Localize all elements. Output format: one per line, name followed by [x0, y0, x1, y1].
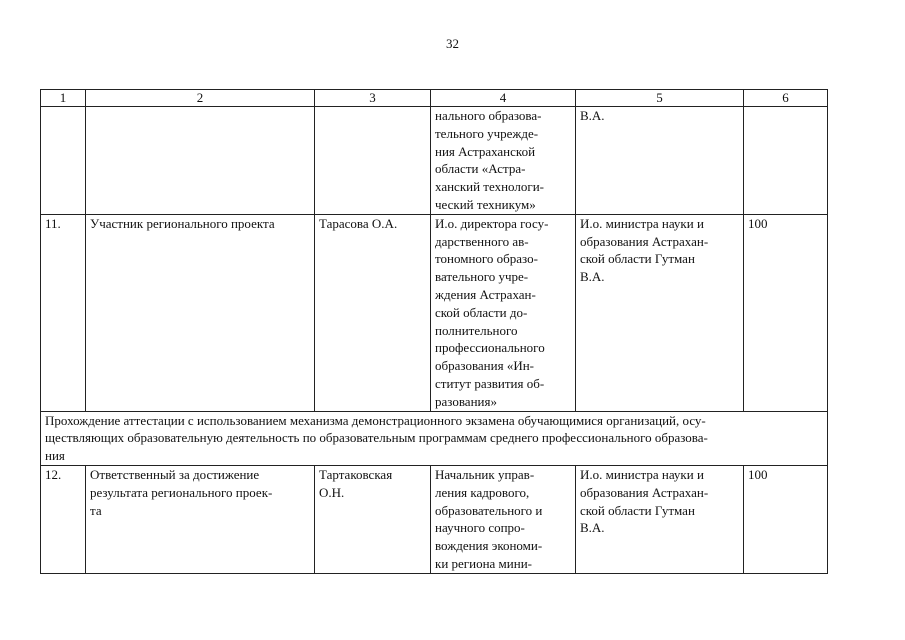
column-header: 5 [576, 90, 744, 107]
cell-supervisor: В.А. [576, 107, 744, 215]
section-heading: Прохождение аттестации с использованием механизма демонстрационного экзамена обучающимися организаций, осу- ществляющих образовательную деятельность по образовательным программам среднего профессионального образова- ния [41, 411, 828, 465]
column-header: 6 [744, 90, 828, 107]
page-number: 32 [446, 36, 459, 51]
cell-role [86, 107, 315, 215]
cell-person [315, 107, 431, 215]
column-header: 2 [86, 90, 315, 107]
cell-load [744, 107, 828, 215]
cell-number [41, 107, 86, 215]
table-header-row [41, 90, 828, 107]
table-row [41, 214, 828, 411]
cell-supervisor: И.о. министра науки и образования Астрахан- ской области Гутман В.А. [576, 465, 744, 573]
cell-role: Ответственный за достижение результата регионального проек- та [86, 465, 315, 573]
responsibility-table [40, 89, 828, 574]
table-row [41, 465, 828, 573]
cell-person: Тартаковская О.Н. [315, 465, 431, 573]
cell-load: 100 [744, 465, 828, 573]
column-header: 3 [315, 90, 431, 107]
cell-supervisor: И.о. министра науки и образования Астрахан- ской области Гутман В.А. [576, 214, 744, 411]
column-header: 1 [41, 90, 86, 107]
cell-role: Участник регионального проекта [86, 214, 315, 411]
cell-number: 12. [41, 465, 86, 573]
table-row [41, 107, 828, 215]
cell-position: Начальник управ- ления кадрового, образовательного и научного сопро- вождения экономи- ки региона мини- [431, 465, 576, 573]
cell-person: Тарасова О.А. [315, 214, 431, 411]
cell-number: 11. [41, 214, 86, 411]
section-row [41, 411, 828, 465]
column-header: 4 [431, 90, 576, 107]
cell-position: нального образова- тельного учрежде- ния Астраханской области «Астра- ханский технологи- ческий техникум» [431, 107, 576, 215]
cell-load: 100 [744, 214, 828, 411]
cell-position: И.о. директора госу- дарственного ав- тономного образо- вательного учре- ждения Астрахан- ской области до- полнительного профессионального образования «Ин- ститут развития об- разования» [431, 214, 576, 411]
